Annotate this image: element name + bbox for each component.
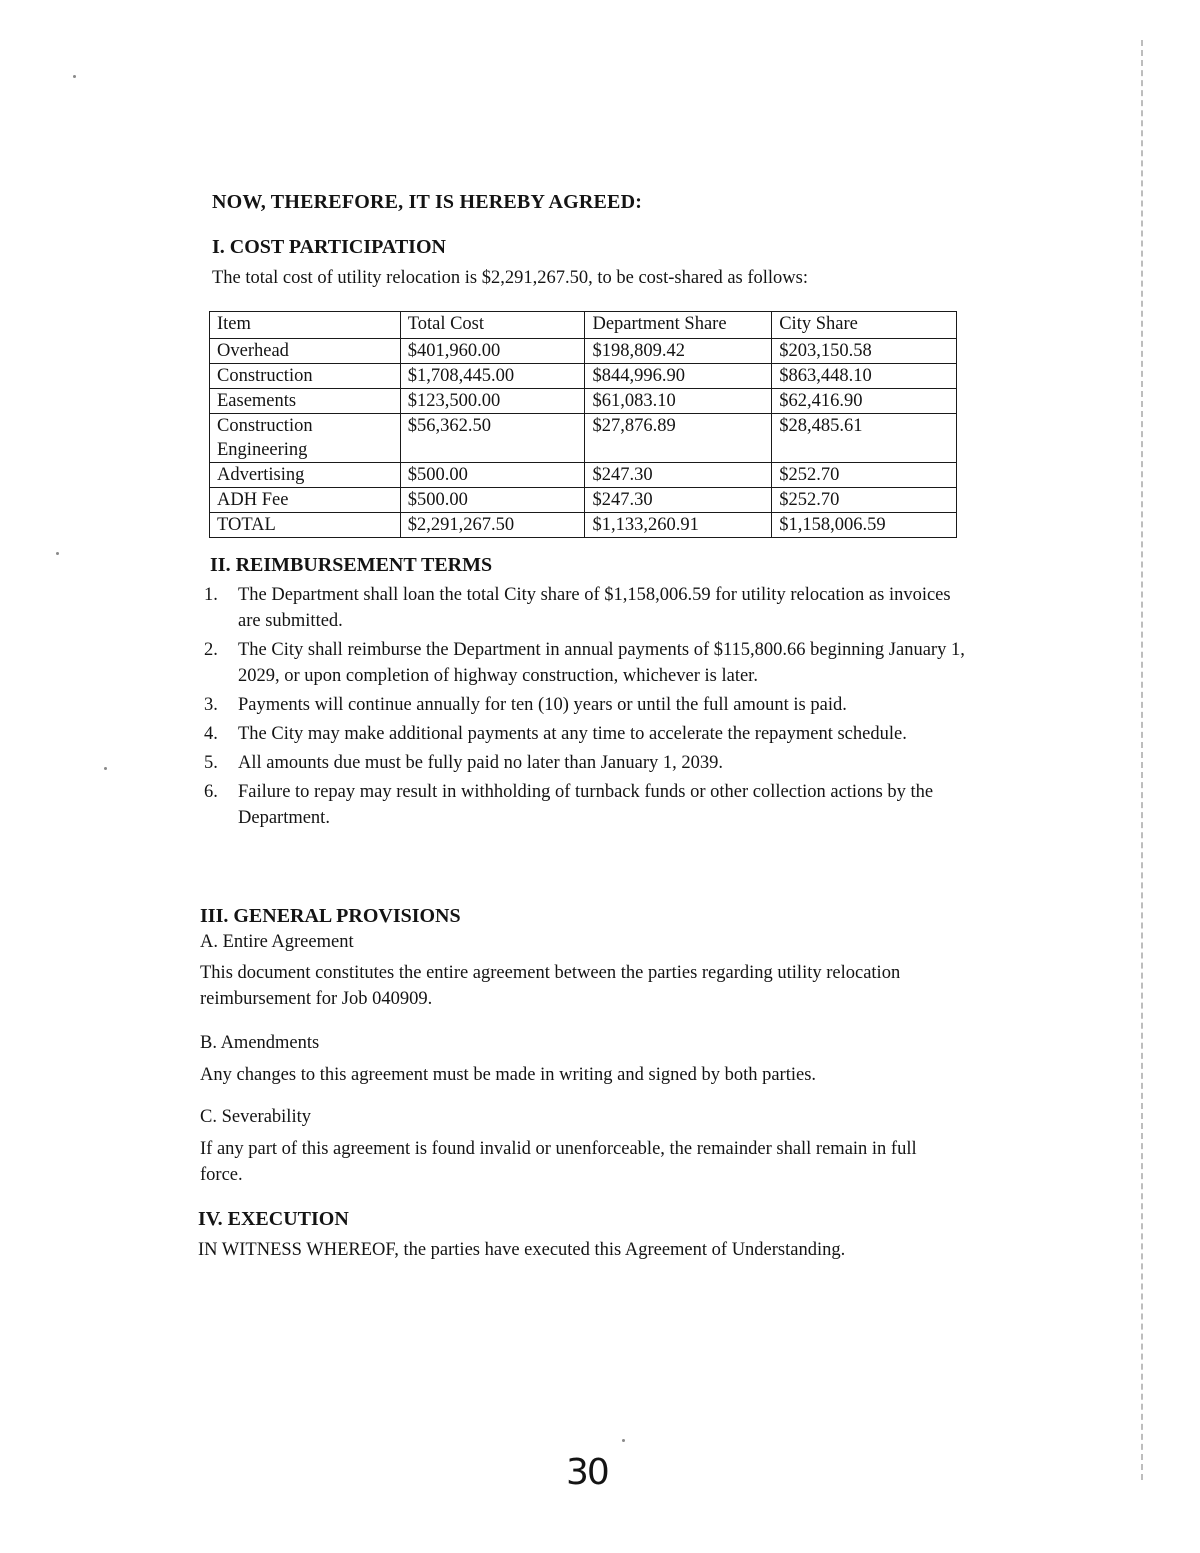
cell-department-share: $61,083.10	[585, 389, 772, 414]
scan-speck	[622, 1439, 625, 1442]
header-item: Item	[210, 312, 401, 339]
list-item-text: Payments will continue annually for ten (10) years or until the full amount is paid.	[238, 695, 847, 715]
list-item	[200, 637, 970, 689]
table-row	[210, 339, 957, 364]
cell-department-share: $27,876.89	[585, 414, 772, 463]
cell-city-share: $62,416.90	[772, 389, 957, 414]
table-row	[210, 414, 957, 463]
list-item-number: 4.	[204, 724, 218, 744]
cell-item: Construction Engineering	[210, 414, 401, 463]
cell-city-share: $1,158,006.59	[772, 513, 957, 538]
cell-item: Advertising	[210, 463, 401, 488]
provision-c-title: C. Severability	[200, 1107, 311, 1127]
scan-speck	[104, 767, 107, 770]
cell-city-share: $28,485.61	[772, 414, 957, 463]
table-header-row	[210, 312, 957, 339]
header-total-cost: Total Cost	[400, 312, 585, 339]
list-item-number: 5.	[204, 753, 218, 773]
cell-city-share: $252.70	[772, 488, 957, 513]
cell-item: Overhead	[210, 339, 401, 364]
table-total-row	[210, 513, 957, 538]
cell-total-cost: $500.00	[400, 463, 585, 488]
cell-city-share: $252.70	[772, 463, 957, 488]
list-item	[200, 721, 970, 747]
cell-item: TOTAL	[210, 513, 401, 538]
cell-item: Construction	[210, 364, 401, 389]
cell-item: ADH Fee	[210, 488, 401, 513]
section-1-intro: The total cost of utility relocation is $2,291,267.50, to be cost-shared as follows:	[212, 268, 809, 288]
list-item-number: 3.	[204, 695, 218, 715]
list-item-number: 2.	[204, 640, 218, 660]
provision-c-text: If any part of this agreement is found invalid or unenforceable, the remainder shall remain in full force.	[200, 1139, 917, 1185]
cell-total-cost: $56,362.50	[400, 414, 585, 463]
list-item	[200, 582, 970, 634]
cost-table	[209, 311, 957, 538]
section-2-title: II. REIMBURSEMENT TERMS	[210, 554, 493, 576]
section-1-title: I. COST PARTICIPATION	[212, 236, 446, 258]
list-item-text: The City may make additional payments at any time to accelerate the repayment schedule.	[238, 724, 907, 744]
section-4-title: IV. EXECUTION	[198, 1208, 349, 1230]
page-number: 30	[566, 1452, 608, 1493]
reimbursement-terms-list	[200, 582, 970, 834]
scan-speck	[56, 552, 59, 555]
cell-total-cost: $401,960.00	[400, 339, 585, 364]
cell-department-share: $844,996.90	[585, 364, 772, 389]
provision-a-title: A. Entire Agreement	[200, 932, 354, 952]
cell-city-share: $863,448.10	[772, 364, 957, 389]
cell-department-share: $247.30	[585, 463, 772, 488]
provision-b-text: Any changes to this agreement must be made in writing and signed by both parties.	[200, 1065, 817, 1085]
cell-total-cost: $500.00	[400, 488, 585, 513]
list-item-text: The Department shall loan the total City share of $1,158,006.59 for utility relocation as invoices are submitted.	[238, 585, 951, 631]
cell-city-share: $203,150.58	[772, 339, 957, 364]
scan-speck	[73, 75, 76, 78]
section-3-title: III. GENERAL PROVISIONS	[200, 905, 461, 927]
cell-total-cost: $1,708,445.00	[400, 364, 585, 389]
table-row	[210, 389, 957, 414]
scan-edge-line	[1141, 40, 1145, 1480]
header-city-share: City Share	[772, 312, 957, 339]
provision-b-title: B. Amendments	[200, 1033, 320, 1053]
table-row	[210, 463, 957, 488]
table-row	[210, 364, 957, 389]
list-item-text: All amounts due must be fully paid no later than January 1, 2039.	[238, 753, 724, 773]
list-item-text: Failure to repay may result in withholding of turnback funds or other collection actions by the Department.	[238, 782, 934, 828]
cell-item: Easements	[210, 389, 401, 414]
table-row	[210, 488, 957, 513]
cell-total-cost: $2,291,267.50	[400, 513, 585, 538]
provision-a-text: This document constitutes the entire agreement between the parties regarding utility relocation reimbursement for Job 040909.	[200, 963, 901, 1009]
cell-department-share: $247.30	[585, 488, 772, 513]
cell-department-share: $198,809.42	[585, 339, 772, 364]
list-item	[200, 750, 970, 776]
list-item-number: 1.	[204, 585, 218, 605]
list-item	[200, 692, 970, 718]
cell-total-cost: $123,500.00	[400, 389, 585, 414]
header-department-share: Department Share	[585, 312, 772, 339]
list-item	[200, 779, 970, 831]
cell-department-share: $1,133,260.91	[585, 513, 772, 538]
list-item-number: 6.	[204, 782, 218, 802]
list-item-text: The City shall reimburse the Department in annual payments of $115,800.66 beginning January 1, 2029, or upon completion of highway construction, whichever is later.	[238, 640, 965, 686]
execution-text: IN WITNESS WHEREOF, the parties have executed this Agreement of Understanding.	[198, 1240, 846, 1260]
agreement-heading: NOW, THEREFORE, IT IS HEREBY AGREED:	[212, 191, 643, 213]
